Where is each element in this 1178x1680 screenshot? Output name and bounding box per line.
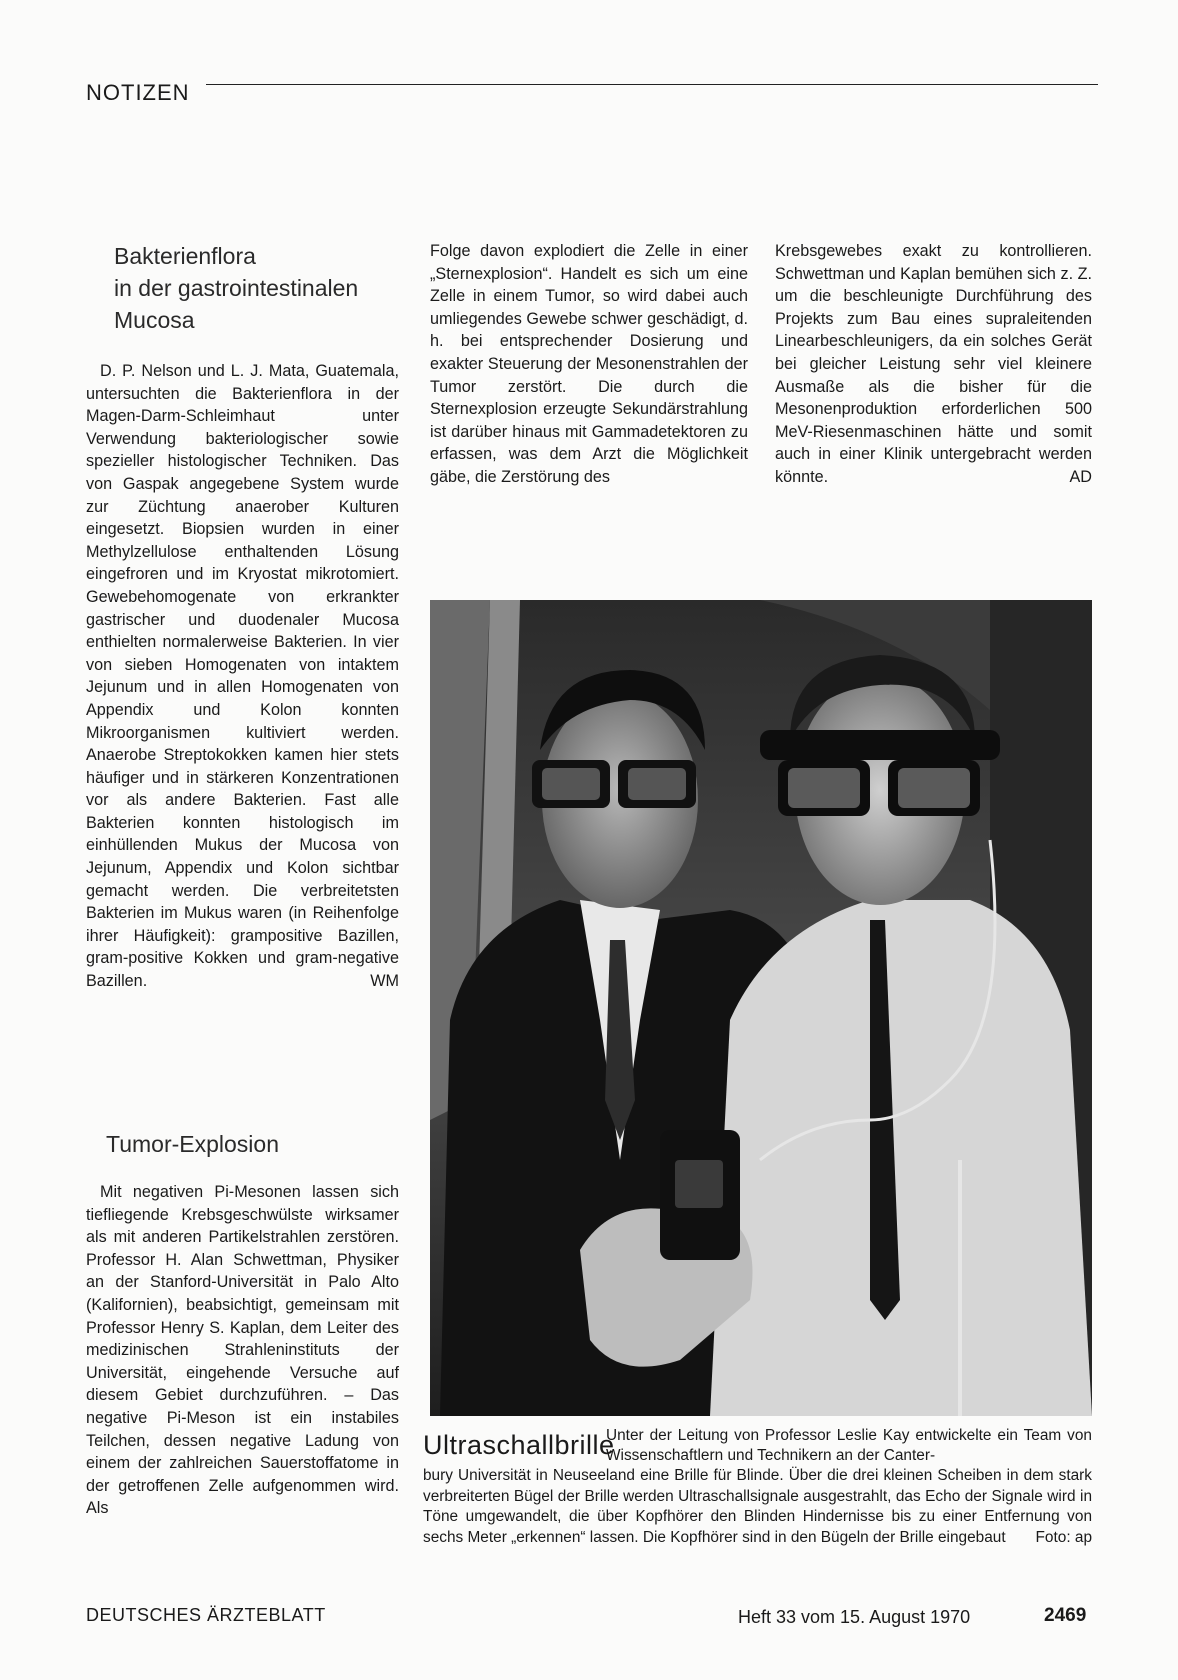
article2-signature: AD <box>1069 467 1092 486</box>
article2-body-col3 <box>775 240 1092 489</box>
article2-text-part1: Mit negativen Pi-Mesonen lassen sich tiefliegende Krebsgeschwülste wirksamer als mit anderen Partikelstrahlen zerstören. Professor H. Alan Schwettman, Physiker an der Stanford-Universität in Palo Alto (Kalifornien), beabsichtigt, gemeinsam mit Professor Henry S. Kaplan, dem Leiter des medizinischen Strahleninstituts der Universität, eingehende Versuche auf diesem Gebiet durchzuführen. – Das negative Pi-Meson ist ein instabiles Teilchen, dessen negative Ladung von einem der zahlreichen Sauerstoffatome in der getroffenen Zelle aufgenommen wird. Als <box>86 1183 399 1518</box>
article1-title-line: Mucosa <box>114 307 195 333</box>
section-header: NOTIZEN <box>86 80 190 105</box>
issue-info: Heft 33 vom 15. August 1970 <box>738 1607 971 1627</box>
photo-credit: Foto: ap <box>1035 1528 1092 1546</box>
article2-title: Tumor-Explosion <box>106 1131 279 1157</box>
article2-body-col1 <box>86 1181 399 1520</box>
page-number: 2469 <box>1044 1605 1087 1626</box>
article1-body <box>86 360 399 993</box>
caption-text-rest: bury Universität in Neuseeland eine Brille für Blinde. Über die drei kleinen Scheiben in dem stark verbreiterten Bügel der Brille werden Ultraschallsignale ausgestrahlt, das Echo der Signale wird in Töne umgewandelt, die über Kopfhörer den Blinden Hindernisse bis zu einer Entfernung von sechs Meter „erkennen“ lassen. Die Kopfhörer sind in den Bügeln der Brille eingebaut <box>423 1467 1092 1546</box>
photo <box>430 600 1092 1416</box>
article1-title <box>114 240 358 336</box>
article1-text: D. P. Nelson und L. J. Mata, Guatemala, untersuchten die Bakterienflora in der Magen-Darm-Schleimhaut unter Verwendung bakteriologischer sowie spezieller histologischer Techniken. Das von Gaspak angegebene System wurde zur Züchtung anaerober Kulturen eingesetzt. Biopsien wurden in einer Methylzellulose enthaltenden Lösung eingefroren und im Kryostat mikrotomiert. Gewebehomogenate von erkrankter gastrischer und duodenaler Mucosa enthielten normalerweise Bakterien. In vier von sieben Homogenaten von intaktem Jejunum und in allen Homogenaten von Appendix und Kolon konnten Mikroorganismen kultiviert werden. Anaerobe Streptokokken kamen hier stets häufiger und in stärkeren Konzentrationen vor als andere Bakterien. Fast alle Bakterien konnten histologisch im einhüllenden Mukus der Mucosa von Jejunum, Appendix und Kolon sichtbar gemacht werden. Die verbreitetsten Bakterien im Mukus waren (in Reihenfolge ihrer Häufigkeit): grampositive Bazillen, gram-positive Kokken und gram-negative Bazillen. <box>86 362 399 991</box>
caption-text <box>423 1466 1092 1548</box>
article2-text-part3: Krebsgewebes exakt zu kontrollieren. Schwettman und Kaplan bemühen sich z. Z. um die beschleunigte Durchführung des Projekts zum Bau eines supraleitenden Linearbeschleunigers, da ein solches Gerät bei gleicher Leistung sehr viel kleinere Ausmaße als die bisher für die Mesonenproduktion erforderlichen 500 MeV-Riesenmaschinen hätte und somit auch in einer Klinik untergebracht werden könnte. <box>775 242 1092 486</box>
article2-text-part2: Folge davon explodiert die Zelle in einer „Sternexplosion“. Handelt es sich um eine Zelle in einem Tumor, so wird dabei auch umliegendes Gewebe schwer geschädigt, d. h. bei entsprechender Dosierung und exakter Steuerung der Mesonenstrahlen der Tumor zerstört. Die durch die Sternexplosion erzeugte Sekundärstrahlung ist darüber hinaus mit Gammadetektoren zu erfassen, was dem Arzt die Möglichkeit gäbe, die Zerstörung des <box>430 242 748 486</box>
two-men-ultrasonic-glasses-photo <box>430 600 1092 1416</box>
article1-title-line: in der gastrointestinalen <box>114 275 359 301</box>
article1-signature: WM <box>370 972 399 991</box>
article1-title-line: Bakterienflora <box>114 243 256 269</box>
header-rule <box>206 84 1098 85</box>
article2-body-col2 <box>430 240 748 489</box>
caption-text-first: Unter der Leitung von Professor Leslie Kay entwickelte ein Team von Wissenschaftlern und Technikern an der Canter- <box>606 1427 1092 1464</box>
journal-name: DEUTSCHES ÄRZTEBLATT <box>86 1605 326 1625</box>
caption-title: Ultraschallbrille <box>423 1430 615 1460</box>
